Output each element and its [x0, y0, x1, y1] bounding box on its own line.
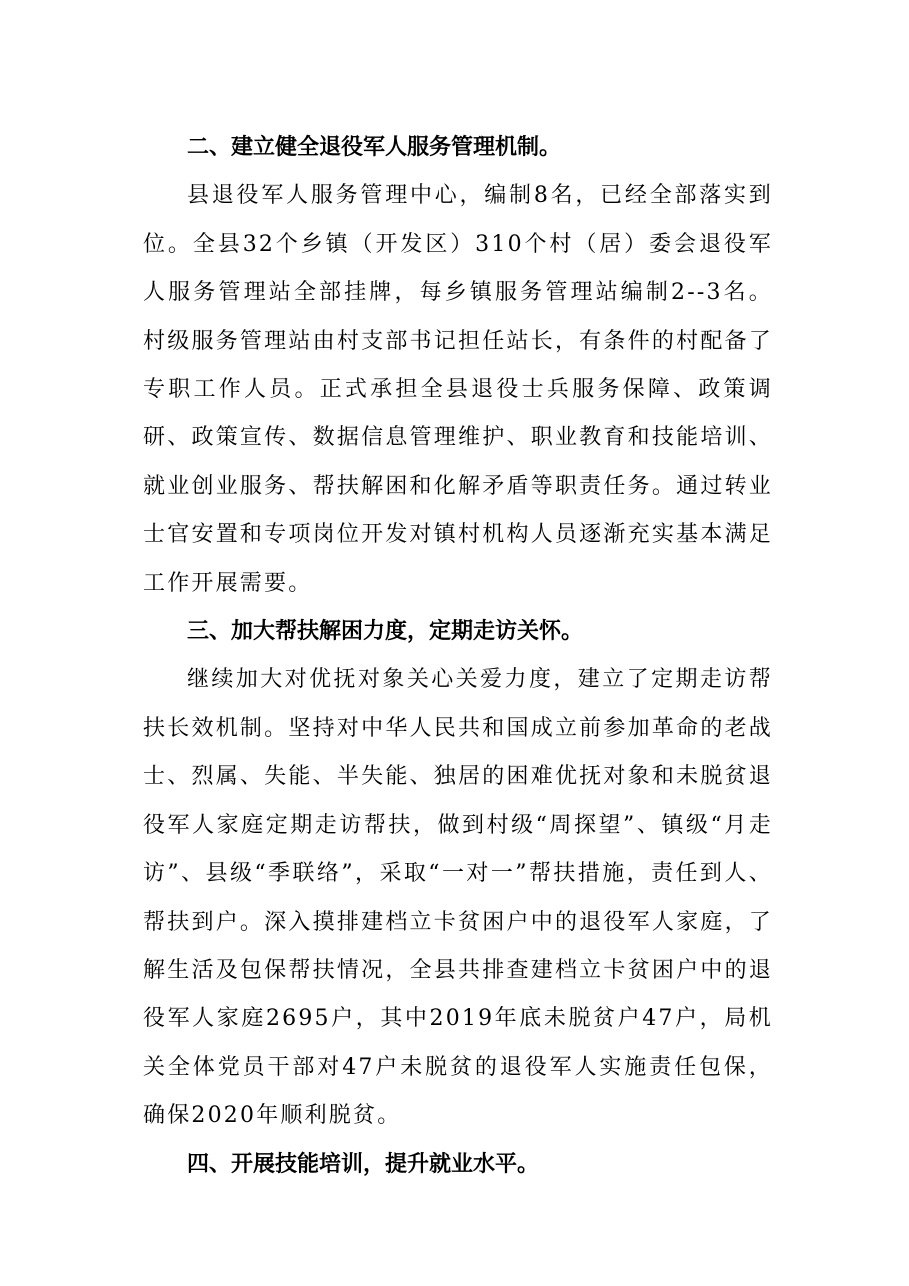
section-paragraph-3: 继续加大对优抚对象关心关爱力度，建立了定期走访帮扶长效机制。坚持对中华人民共和国成立前参加革命的老战士、烈属、失能、半失能、独居的困难优抚对象和未脱贫退役军人家庭定期走访帮扶，做到村级“周探望”、镇级“月走访”、县级“季联络”，采取“一对一”帮扶措施，责任到人、帮扶到户。深入摸排建档立卡贫困户中的退役军人家庭，了解生活及包保帮扶情况，全县共排查建档立卡贫困户中的退役军人家庭2695户，其中2019年底未脱贫户47户，局机关全体党员干部对47户未脱贫的退役军人实施责任包保，确保2020年顺利脱贫。	[143, 667, 773, 1129]
section-heading-4: 四、开展技能培训，提升就业水平。	[187, 1151, 540, 1177]
section-paragraph-2: 县退役军人服务管理中心，编制8名，已经全部落实到位。全县32个乡镇（开发区）310个村（居）委会退役军人服务管理站全部挂牌，每乡镇服务管理站编制2--3名。村级服务管理站由村支部书记担任站长，有条件的村配备了专职工作人员。正式承担全县退役士兵服务保障、政策调研、政策宣传、数据信息管理维护、职业教育和技能培训、就业创业服务、帮扶解困和化解矛盾等职责任务。通过转业士官安置和专项岗位开发对镇村机构人员逐渐充实基本满足工作开展需要。	[143, 183, 773, 596]
section-heading-3: 三、加大帮扶解困力度，定期走访关怀。	[187, 619, 584, 645]
document-body	[143, 124, 773, 1189]
section-heading-2: 二、建立健全退役军人服务管理机制。	[187, 135, 562, 160]
